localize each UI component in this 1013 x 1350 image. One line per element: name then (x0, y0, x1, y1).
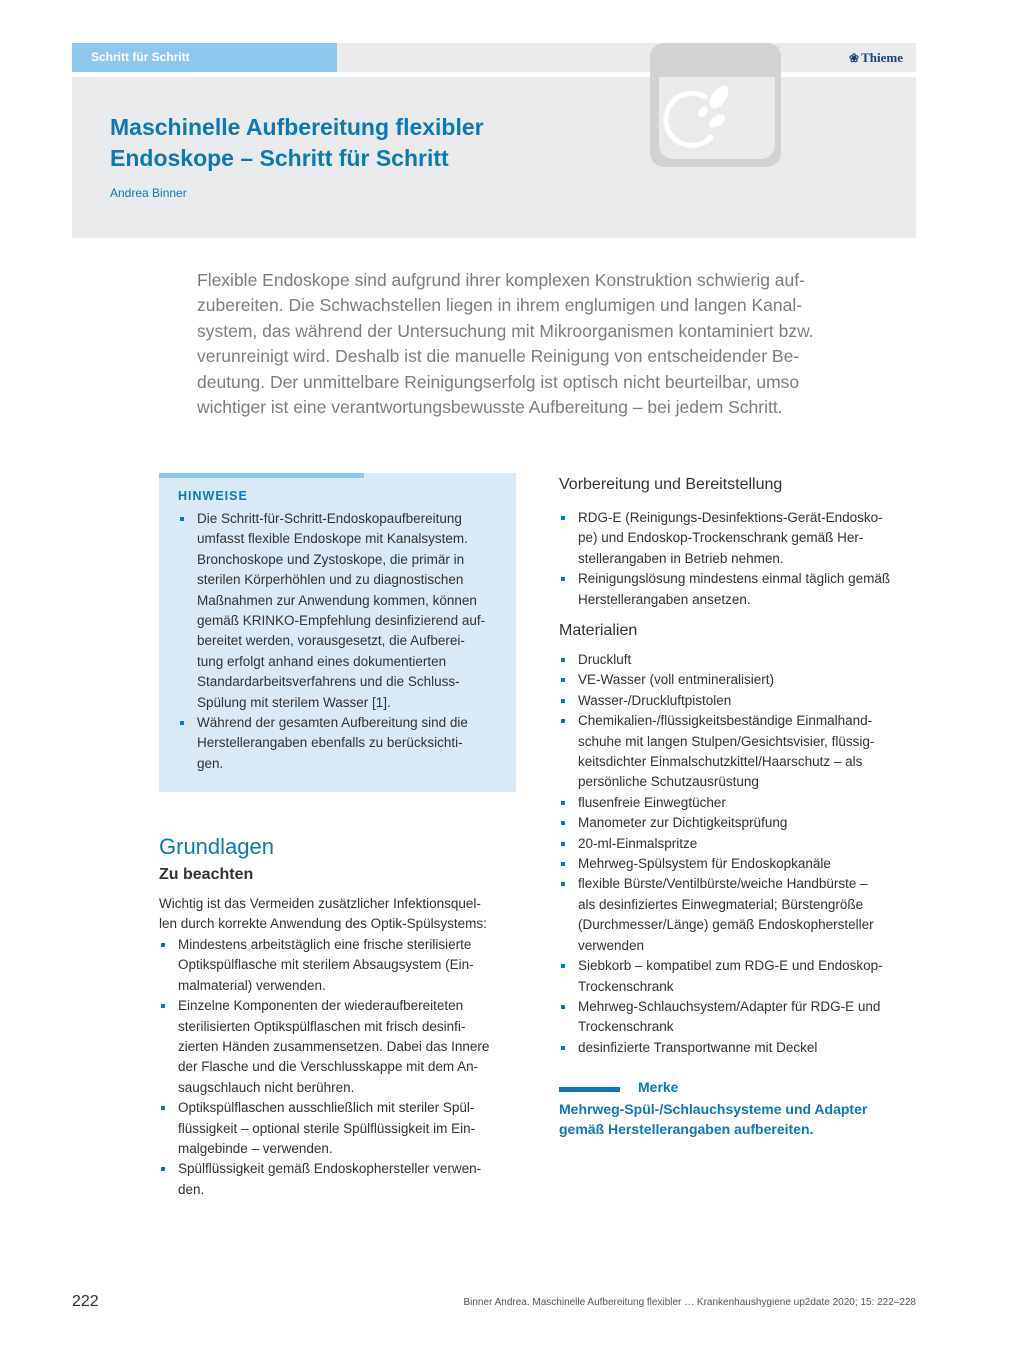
list-item (559, 670, 883, 690)
list-item-line: VE-Wasser (voll entmineralisiert) (578, 672, 775, 688)
list-item-line: pe) und Endoskop-Trockenschrank gemäß Her- (578, 530, 864, 546)
hinweise-list (178, 509, 485, 774)
list-item-line: Chemikalien-/flüssigkeitsbeständige Einmalhand- (578, 713, 873, 729)
merke-accent-bar (559, 1087, 620, 1092)
list-item (159, 996, 489, 1098)
list-item (159, 1098, 489, 1159)
list-item-line: Spülflüssigkeit gemäß Endoskophersteller verwen- (178, 1161, 482, 1177)
list-item (559, 834, 883, 854)
list-item-line: Wasser-/Druckluftpistolen (578, 692, 732, 708)
publisher-name (849, 50, 903, 66)
list-item-line: Reinigungslösung mindestens einmal täglich gemäß (578, 571, 891, 587)
list-item-line: malmaterial) verwenden. (178, 977, 326, 993)
title-line: Maschinelle Aufbereitung flexibler (110, 114, 484, 140)
list-item-line: Optikspülflasche mit sterilem Absaugsystem (Ein- (178, 957, 474, 973)
list-item-line: Manometer zur Dichtigkeitsprüfung (578, 815, 788, 831)
list-item-line: stellerangaben in Betrieb nehmen. (578, 550, 784, 566)
list-item-line: Die Schritt-für-Schritt-Endoskopaufbereitung (197, 511, 462, 526)
lead-line: verunreinigt wird. Deshalb ist die manuelle Reinigung von entscheidender Be- (197, 346, 800, 367)
merke-text (559, 1099, 867, 1140)
author: Andrea Binner (110, 186, 187, 200)
page-number: 222 (72, 1293, 99, 1310)
publisher-logo-icon: ❀ (849, 51, 860, 65)
list-item (178, 509, 485, 713)
list-item-line: flexible Bürste/Ventilbürste/weiche Handbürste – (578, 876, 868, 892)
list-item-line: Druckluft (578, 652, 632, 667)
list-item-line: den. (178, 1181, 205, 1197)
list-item (559, 813, 883, 833)
list-item-line: Siebkorb – kompatibel zum RDG-E und Endoskop- (578, 958, 883, 974)
list-item (559, 691, 883, 711)
list-item-line: zierten Händen zusammensetzen. Dabei das Innere (178, 1039, 490, 1055)
list-item (559, 569, 890, 610)
lead-line: zubereiten. Die Schwachstellen liegen in ihrem englumigen und langen Kanal- (197, 295, 803, 316)
list-item (559, 508, 890, 569)
list-item-line: Einzelne Komponenten der wiederaufbereiteten (178, 998, 464, 1014)
list-item (559, 650, 883, 670)
footer-citation: Binner Andrea. Maschinelle Aufbereitung flexibler … Krankenhaushygiene up2date 2020; 15: 222–228 (463, 1297, 916, 1308)
list-item-line: Trockenschrank (578, 978, 674, 994)
list-item-line: malgebinde – verwenden. (178, 1141, 333, 1157)
lead-paragraph (197, 268, 897, 420)
list-item-line: flüssigkeit – optional sterile Spülflüssigkeit im Ein- (178, 1120, 476, 1136)
publisher-label: Thieme (861, 50, 903, 65)
list-item (159, 935, 489, 996)
list-item-line: Optikspülflaschen ausschließlich mit steriler Spül- (178, 1100, 475, 1116)
intro-line: Wichtig ist das Vermeiden zusätzlicher Infektionsquel- (159, 896, 481, 911)
list-item (559, 997, 883, 1038)
list-item-line: Mindestens arbeitstäglich eine frische sterilisierte (178, 937, 472, 952)
section-heading-materialien: Materialien (559, 622, 638, 639)
list-item-line: desinfizierte Transportwanne mit Deckel (578, 1039, 818, 1055)
hinweise-accent-bar (159, 473, 364, 478)
list-item-line: sterilisierten Optikspülflaschen mit frisch desinfi- (178, 1018, 466, 1034)
merke-line: gemäß Herstellerangaben aufbereiten. (559, 1121, 814, 1138)
drop-circle-icon (655, 75, 745, 155)
list-item-line: umfasst flexible Endoskope mit Kanalsystem. (197, 531, 468, 547)
list-item-line: tung erfolgt anhand eines dokumentierten (197, 653, 447, 669)
list-item-line: als desinfiziertes Einwegmaterial; Bürstengröße (578, 896, 864, 912)
list-item-line: gen. (197, 755, 224, 771)
grundlagen-intro (159, 894, 487, 935)
section-heading-grundlagen: Grundlagen (159, 834, 274, 859)
subheading-zu-beachten: Zu beachten (159, 866, 254, 883)
list-item-line: Trockenschrank (578, 1019, 674, 1035)
list-item-line: Herstellerangaben ebenfalls zu berücksichti- (197, 735, 463, 751)
list-item (559, 1038, 883, 1058)
list-item-line: verwenden (578, 937, 645, 953)
lead-line: Flexible Endoskope sind aufgrund ihrer komplexen Konstruktion schwierig auf- (197, 270, 805, 290)
section-tag: Schritt für Schritt (72, 43, 337, 72)
merke-label: Merke (638, 1079, 679, 1095)
list-item-line: sterilen Körperhöhlen und zu diagnostischen (197, 572, 464, 588)
merke-line: Mehrweg-Spül-/Schlauchsysteme und Adapter (559, 1101, 868, 1117)
list-item-line: 20-ml-Einmalspritze (578, 835, 698, 851)
hinweise-box (159, 473, 516, 792)
list-item (559, 854, 883, 874)
section-heading-vorbereitung: Vorbereitung und Bereitstellung (559, 476, 783, 493)
list-item (559, 711, 883, 793)
lead-line: deutung. Der unmittelbare Reinigungserfolg ist optisch nicht beurteilbar, umso (197, 371, 800, 392)
title-line: Endoskope – Schritt für Schritt (110, 145, 449, 171)
list-item-line: keitsdichter Einmalschutzkittel/Haarschutz – als (578, 754, 863, 770)
list-item-line: RDG-E (Reinigungs-Desinfektions-Gerät-Endosko- (578, 510, 883, 525)
list-item-line: Während der gesamten Aufbereitung sind die (197, 715, 468, 731)
list-item-line: (Durchmesser/Länge) gemäß Endoskophersteller (578, 917, 874, 933)
list-item-line: Herstellerangaben ansetzen. (578, 591, 751, 607)
list-item (159, 1159, 489, 1200)
grundlagen-list (159, 935, 489, 1200)
list-item-line: Spülung mit sterilem Wasser [1]. (197, 694, 391, 710)
list-item-line: persönliche Schutzausrüstung (578, 774, 759, 790)
list-item-line: flusenfreie Einwegtücher (578, 794, 726, 810)
list-item-line: schuhe mit langen Stulpen/Gesichtsvisier, flüssig- (578, 733, 875, 749)
list-item-line: der Flasche und die Verschlusskappe mit dem An- (178, 1059, 479, 1075)
hinweise-title: HINWEISE (178, 489, 248, 503)
list-item (559, 874, 883, 956)
vorbereitung-list (559, 508, 890, 610)
list-item-line: gemäß KRINKO-Empfehlung desinfizierend auf- (197, 613, 486, 629)
lead-line: system, das während der Untersuchung mit Mikroorganismen kontaminiert bzw. (197, 320, 814, 341)
list-item-line: Maßnahmen zur Anwendung kommen, können (197, 592, 477, 608)
lead-line: wichtiger ist eine verantwortungsbewusste Aufbereitung – bei jedem Schritt. (197, 397, 783, 418)
list-item-line: Mehrweg-Spülsystem für Endoskopkanäle (578, 856, 831, 872)
list-item-line: saugschlauch nicht berühren. (178, 1079, 355, 1095)
list-item-line: Mehrweg-Schlauchsystem/Adapter für RDG-E und (578, 998, 881, 1014)
list-item-line: bereitet werden, vorausgesetzt, die Aufberei- (197, 633, 465, 649)
list-item-line: Bronchoskope und Zystoskope, die primär in (197, 551, 465, 567)
list-item-line: Standardarbeitsverfahrens und die Schluss- (197, 674, 460, 690)
list-item (559, 793, 883, 813)
materialien-list (559, 650, 883, 1058)
list-item (178, 713, 485, 774)
intro-line: len durch korrekte Anwendung des Optik-Spülsystems: (159, 916, 487, 932)
article-title (110, 112, 630, 174)
list-item (559, 956, 883, 997)
